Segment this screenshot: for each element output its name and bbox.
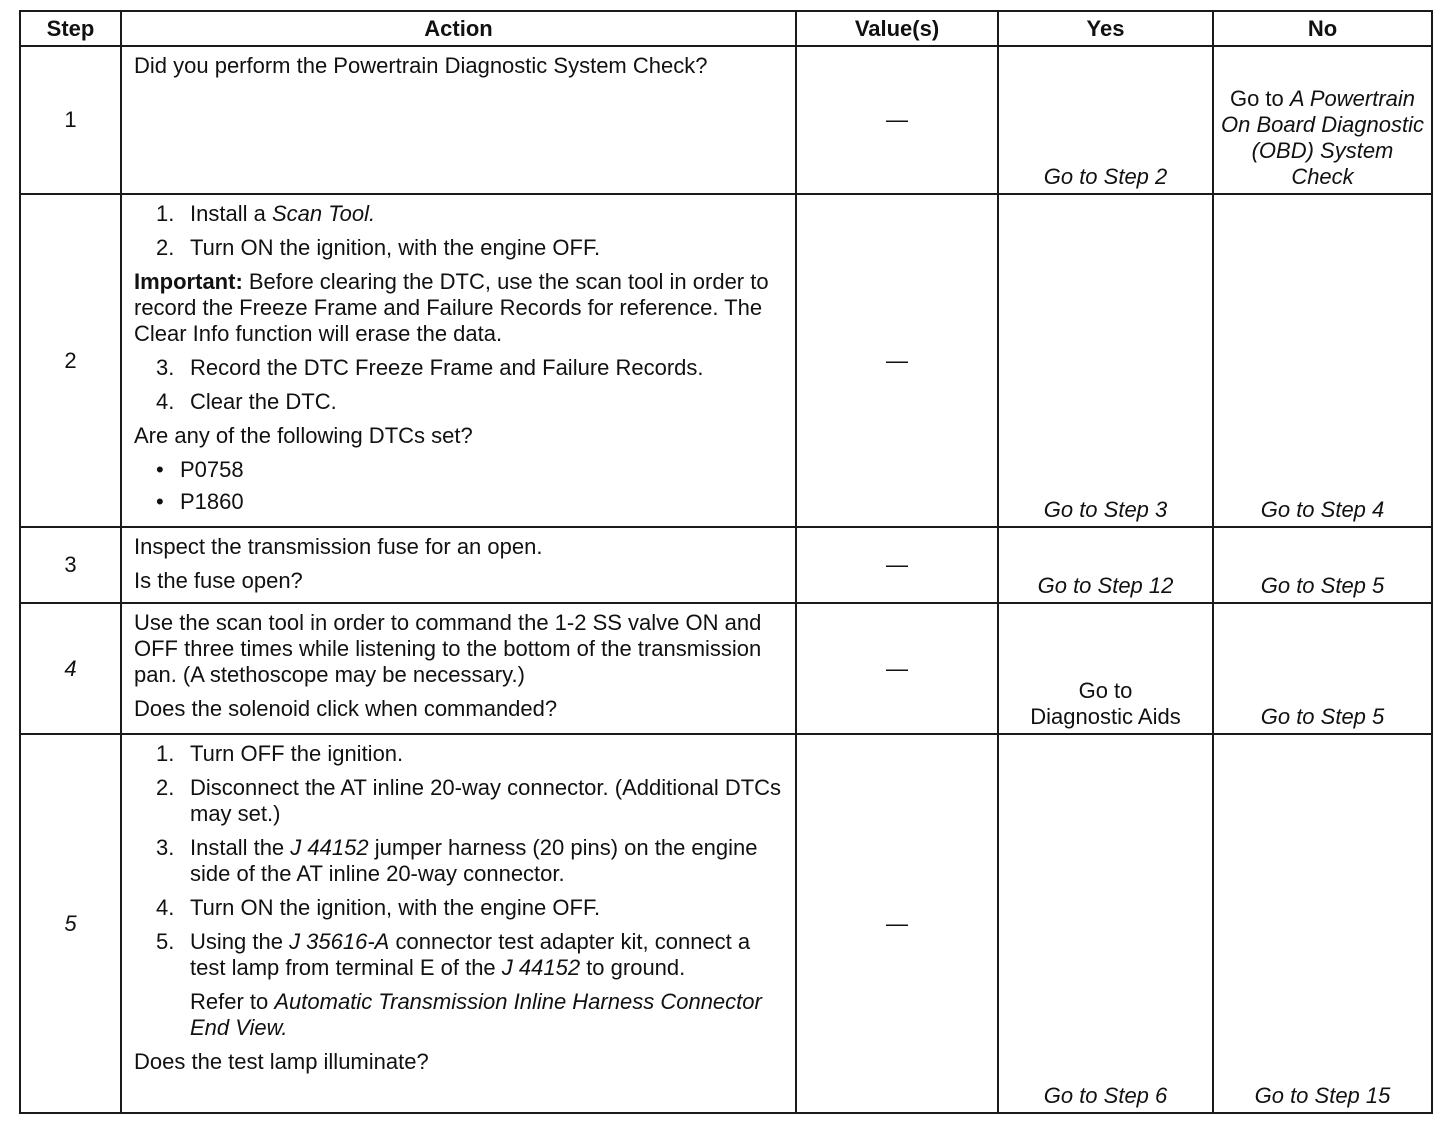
important-label: Important: [134,269,243,294]
no-cell: Go to Step 5 [1213,603,1432,734]
item-text: Install the [190,835,291,860]
item-text: to ground. [580,955,686,980]
item-text: connector test adapter kit, connect a test lamp from terminal E of the [190,929,751,980]
tool-number: J 44152 [290,835,369,860]
item-italic: Scan Tool. [271,201,376,226]
yes-cell: Go to Step 6 [998,734,1213,1113]
table-row-step-5 [20,734,1432,1113]
list-item [156,895,785,921]
table-row-step-3 [20,527,1432,603]
item-text: Record the DTC Freeze Frame and Failure Records. [190,355,704,380]
yes-cell: Go to Step 3 [998,194,1213,527]
refer-link: Automatic Transmission Inline Harness Connector End View. [190,989,762,1040]
action-text: Inspect the transmission fuse for an open. [134,534,543,559]
diagnostic-table [19,10,1433,1114]
action-cell [121,734,796,1113]
item-text: Using the [190,929,290,954]
action-cell [121,527,796,603]
item-number: 4. [156,389,175,414]
header-no: No [1213,11,1432,46]
list-item [156,355,785,381]
no-cell [1213,46,1432,194]
refer-note [190,989,785,1041]
step-number: 5 [20,734,121,1113]
item-text: Clear the DTC. [190,389,337,414]
list-item [156,389,785,415]
list-item [156,929,785,981]
value-cell: — [796,527,998,603]
bullet-item [156,489,785,515]
step-number: 2 [20,194,121,527]
action-text: Use the scan tool in order to command the 1-2 SS valve ON and OFF three times while listening to the bottom of the transmission pan. (A stethoscope may be necessary.) [134,610,762,687]
bullet-icon: • [156,489,164,514]
item-text: Turn ON the ignition, with the engine OFF. [190,895,601,920]
step-number: 1 [20,46,121,194]
step-number: 3 [20,527,121,603]
item-text: jumper harness (20 pins) on the engine side of the AT inline 20-way connector. [190,835,758,886]
header-action: Action [121,11,796,46]
action-question: Does the solenoid click when commanded? [134,696,558,721]
table-header-row [20,11,1432,46]
table-row-step-2 [20,194,1432,527]
item-text: Disconnect the AT inline 20-way connector. (Additional DTCs may set.) [190,775,782,826]
item-number: 1. [156,741,175,766]
dtc-code: P0758 [180,457,244,482]
item-number: 3. [156,835,175,860]
item-number: 4. [156,895,175,920]
no-cell: Go to Step 15 [1213,734,1432,1113]
no-cell: Go to Step 5 [1213,527,1432,603]
yes-cell: Go to Step 12 [998,527,1213,603]
bullet-item [156,457,785,483]
no-link: A Powertrain On Board Diagnostic (OBD) System Check [1221,86,1424,189]
list-item [156,775,785,827]
action-question: Is the fuse open? [134,568,303,593]
action-question: Does the test lamp illuminate? [134,1049,429,1074]
yes-cell: Go to Step 2 [998,46,1213,194]
item-number: 1. [156,201,175,226]
item-number: 2. [156,775,175,800]
important-text: Before clearing the DTC, use the scan tool in order to record the Freeze Frame and Failure Records for reference. The Clear Info function will erase the data. [134,269,769,346]
header-yes: Yes [998,11,1213,46]
item-text: Install a [190,201,272,226]
action-cell [121,46,796,194]
yes-line-1: Go to [1078,678,1133,703]
action-question: Did you perform the Powertrain Diagnostic System Check? [134,53,708,78]
value-cell: — [796,46,998,194]
value-cell: — [796,603,998,734]
item-number: 2. [156,235,175,260]
item-number: 3. [156,355,175,380]
action-cell [121,194,796,527]
list-item [156,741,785,767]
action-question: Are any of the following DTCs set? [134,423,473,448]
list-item [156,835,785,887]
bullet-icon: • [156,457,164,482]
table-row-step-1 [20,46,1432,194]
tool-number: J 35616-A [289,929,390,954]
action-cell [121,603,796,734]
list-item [156,201,785,227]
yes-line-2: Diagnostic Aids [1030,704,1181,729]
item-text: Turn OFF the ignition. [190,741,404,766]
header-step: Step [20,11,121,46]
list-item [156,235,785,261]
refer-prefix: Refer to [190,989,275,1014]
table-row-step-4 [20,603,1432,734]
yes-cell [998,603,1213,734]
no-prefix: Go to [1229,86,1290,111]
value-cell: — [796,734,998,1113]
important-note [134,269,785,347]
item-number: 5. [156,929,175,954]
step-number: 4 [20,603,121,734]
tool-number: J 44152 [501,955,581,980]
item-text: Turn ON the ignition, with the engine OFF. [190,235,601,260]
value-cell: — [796,194,998,527]
header-values: Value(s) [796,11,998,46]
no-cell: Go to Step 4 [1213,194,1432,527]
dtc-code: P1860 [180,489,244,514]
